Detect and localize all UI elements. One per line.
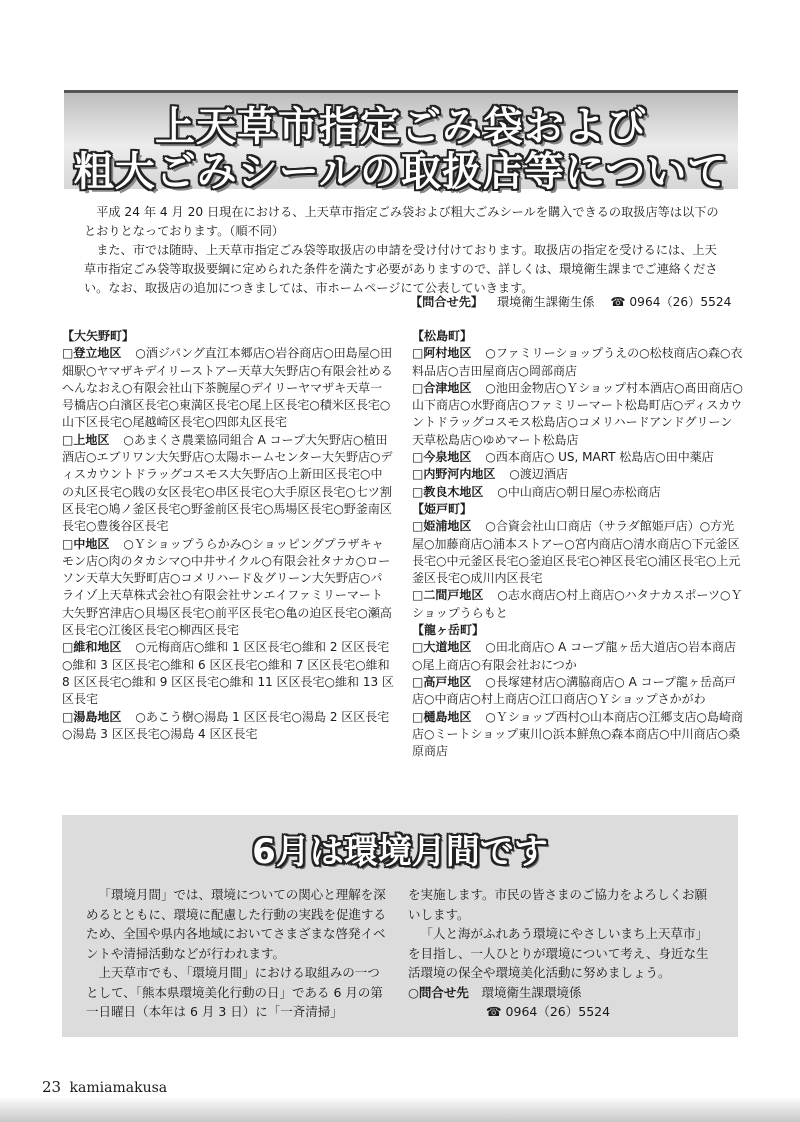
area-name: □姫浦地区 — [412, 519, 472, 534]
area-entry — [62, 536, 394, 640]
area-stores: ○田北商店○ A コープ龍ヶ岳大道店○岩本商店○尾上商店○有限会社おにつか — [412, 640, 736, 672]
page-number: 23 — [42, 1078, 62, 1096]
area-name: □高戸地区 — [412, 674, 472, 689]
env-paragraph: を実施します。市民の皆さまのご協力をよろしくお願いします。 — [408, 887, 708, 922]
area-stores: ○あこう樹○湯島 1 区区長宅○湯島 2 区区長宅○湯島 3 区区長宅○湯島 4 区区長宅 — [62, 709, 390, 741]
area-name: □内野河内地区 — [412, 467, 496, 482]
env-contact-tel: ☎ 0964（26）5524 — [486, 1004, 611, 1019]
area-entry — [62, 639, 394, 708]
intro-paragraph: 平成 24 年 4 月 20 日現在における、上天草市指定ごみ袋および粗大ごみシールを購入できるの取扱店等は以下のとおりとなっております。（順不同） — [84, 205, 719, 238]
town-heading: 【大矢野町】 — [62, 329, 135, 343]
contact-label: 【問合せ先】 — [410, 295, 484, 309]
area-stores: ○ファミリーショップうえの○松枝商店○森○衣料品店○吉田屋商店○岡部商店 — [412, 346, 743, 378]
area-name: □樋島地区 — [412, 709, 472, 724]
area-stores: ○あまくさ農業協同組合 A コープ大矢野店○植田酒店○エブリワン大矢野店○太陽ホームセンター大矢野店○ディスカウントドラッグコスモス大矢野店○上新田区長宅○中の丸区長宅○賎の女区長宅○串区長宅○大手原区長宅○七ツ割区長宅○鳩ノ釜区長宅○野釜前区長宅○馬場区長宅○野釜南区長宅○豊後谷区長宅 — [62, 432, 393, 534]
contact-tel: ☎ 0964（26）5524 — [610, 295, 732, 309]
intro-contact — [410, 293, 731, 310]
env-right-column — [408, 885, 713, 1022]
area-entry — [412, 484, 744, 501]
town-heading: 【姫戸町】 — [412, 501, 473, 516]
area-entry — [62, 432, 394, 536]
area-entry — [412, 380, 744, 449]
area-name: □大道地区 — [412, 640, 472, 655]
right-column — [412, 328, 744, 760]
left-column — [62, 328, 394, 743]
contact-dept: 環境衛生課衛生係 — [497, 295, 595, 309]
intro-paragraph: また、市では随時、上天草市指定ごみ袋等取扱店の申請を受け付けております。取扱店の指定を受けるには、上天草市指定ごみ袋等取扱要綱に定められた条件を満たす必要がありますので、詳しくは、環境衛生課までご連絡ください。なお、取扱店の追加につきましては、市ホームページにて公表していきます。 — [84, 243, 718, 295]
area-entry — [412, 466, 744, 483]
area-stores: ○Ｙショップうらかみ○ショッピングプラザキャモン店○肉のタカシマ○中井サイクル○有限会社タナカ○ローソン天草大矢野町店○コメリハード＆グリーン大矢野店○パライゾ上天草株式会社○有限会社サンエイファミリーマート大矢野宮津店○貝場区長宅○前平区長宅○亀の迫区長宅○瀬高区長宅○江後区長宅○柳西区長宅 — [62, 536, 392, 638]
area-entry — [62, 709, 394, 744]
area-stores: ○合資会社山口商店（サラダ館姫戸店）○方光屋○加藤商店○浦本ストアー○宮内商店○清水商店○下元釜区長宅○中元釜区長宅○釜迫区長宅○神区長宅○浦区長宅○上元釜区長宅○成川内区長宅 — [412, 519, 741, 586]
area-name: □今泉地区 — [412, 450, 472, 465]
env-contact — [408, 983, 713, 1003]
env-left-column — [86, 885, 391, 1022]
area-name: □二間戸地区 — [412, 588, 484, 603]
area-stores: ○元梅商店○維和 1 区区長宅○維和 2 区区長宅○維和 3 区区長宅○維和 6 区区長宅○維和 7 区区長宅○維和 8 区区長宅○維和 9 区区長宅○維和 11 区区長宅○維和 13 区区長宅 — [62, 640, 394, 707]
page-title-line2: 粗大ごみシールの取扱店等について — [73, 149, 729, 195]
area-name: □教良木地区 — [412, 484, 484, 499]
env-paragraph: 「環境月間」では、環境についての関心と理解を深めるとともに、環境に配慮した行動の実践を促進するため、全国や県内各地域においてさまざまな啓発イベントや清掃活動などが行われます。 — [86, 887, 387, 961]
area-stores: ○西本商店○ US, MART 松島店○田中薬店 — [485, 450, 714, 465]
area-entry — [412, 518, 744, 587]
area-entry — [412, 639, 744, 674]
area-stores: ○志水商店○村上商店○ハタナカスポーツ○Ｙショップうらもと — [412, 588, 743, 620]
town-heading: 【龍ヶ岳町】 — [412, 623, 485, 638]
area-entry — [62, 345, 394, 431]
area-entry — [412, 587, 744, 622]
env-contact-label: ○問合せ先 — [408, 984, 469, 1000]
area-name: □中地区 — [62, 536, 110, 551]
area-stores: ○酒ジパング直江本郷店○岩谷商店○田島屋○田畑駅○ヤマザキデイリーストアー天草大矢野店○有限会社めるへんなおえ○有限会社山下茶腕屋○デイリーヤマザキ天草一号橋店○白濱区長宅○東満区長宅○尾上区長宅○積米区長宅○山下区長宅○尾越崎区長宅○四郎丸区長宅 — [62, 346, 393, 430]
page-title-line1: 上天草市指定ごみ袋および — [155, 104, 647, 150]
env-contact-tel-line — [408, 1002, 713, 1022]
area-name: □維和地区 — [62, 640, 122, 655]
area-stores: ○渡辺酒店 — [509, 467, 568, 482]
env-paragraph: 「人と海がふれあう環境にやさしいまち上天草市」を目指し、一人ひとりが環境について考え、身近な生活環境の保全や環境美化活動に努めましょう。 — [408, 926, 709, 980]
area-stores: ○長塚建材店○溝脇商店○ A コープ龍ヶ岳高戸店○中商店○村上商店○江口商店○Ｙショップさかがわ — [412, 674, 736, 707]
area-entry — [412, 709, 744, 761]
area-name: □登立地区 — [62, 346, 122, 361]
page-footer — [42, 1078, 167, 1096]
area-name: □阿村地区 — [412, 346, 472, 361]
env-paragraph: 上天草市でも、「環境月間」における取組みの一つとして、「熊本県環境美化行動の日」である 6 月の第一日曜日（本年は 6 月 3 日）に「一斉清掃」 — [86, 965, 383, 1019]
town-heading: 【松島町】 — [412, 329, 473, 343]
area-name: □上地区 — [62, 432, 110, 447]
area-name: □湯島地区 — [62, 709, 122, 724]
area-entry — [412, 674, 744, 709]
area-name: □合津地区 — [412, 380, 472, 395]
environment-month-title: 6月は環境月間です — [252, 832, 548, 872]
footer-brand: kamiamakusa — [69, 1080, 168, 1096]
footer-bar — [0, 1098, 800, 1122]
area-stores: ○中山商店○朝日屋○赤松商店 — [497, 484, 661, 499]
area-stores: ○Ｙショップ西村○山本商店○江郷支店○島崎商店○ミートショップ東川○浜本鮮魚○森本商店○中川商店○桑原商店 — [412, 709, 743, 759]
area-entry — [412, 345, 744, 380]
area-entry — [412, 449, 744, 466]
intro-text — [84, 203, 724, 298]
env-contact-dept: 環境衛生課環境係 — [481, 984, 582, 1000]
area-stores: ○池田金物店○Ｙショップ村本酒店○髙田商店○山下商店○水野商店○ファミリーマート松島町店○ディスカウントドラッグコスモス松島店○コメリハードアンドグリーン天草松島店○ゆめマート松島店 — [412, 380, 743, 447]
